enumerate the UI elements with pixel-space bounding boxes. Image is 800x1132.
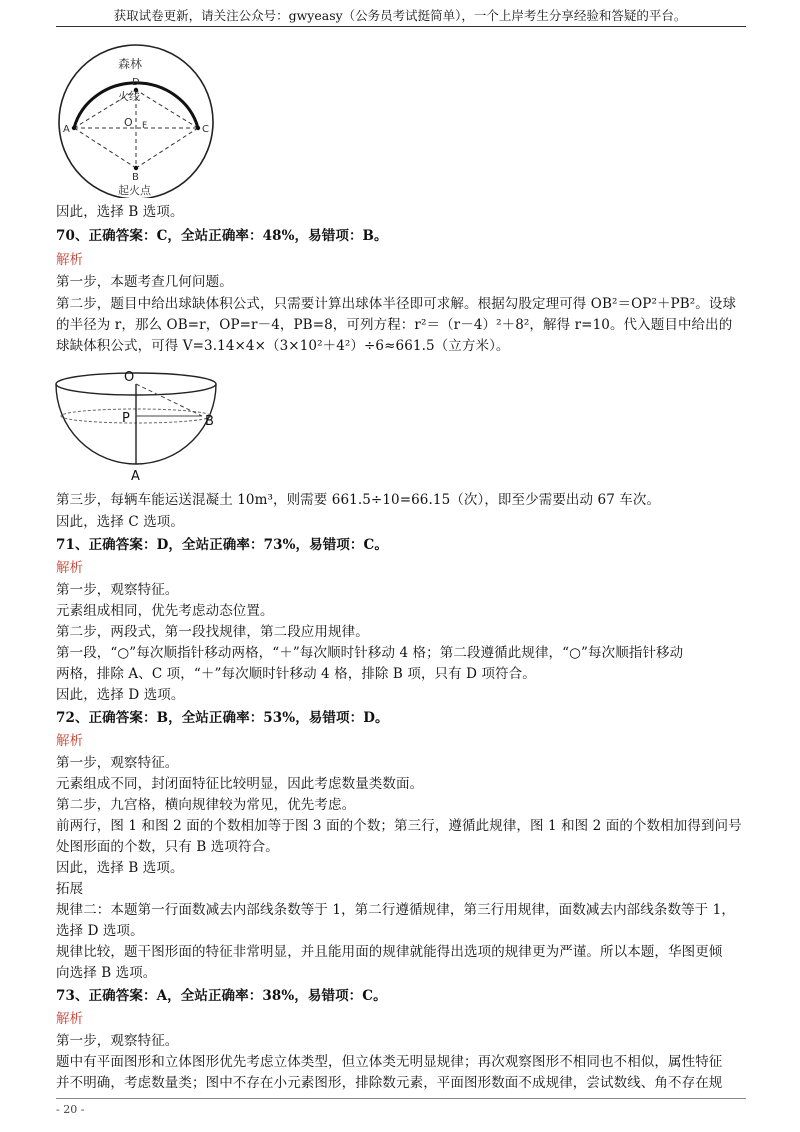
text-line: 向选择 B 选项。	[56, 965, 157, 981]
cap-point-a-label: A	[131, 469, 140, 482]
text-line: 第三步，每辆车能运送混凝土 10m³，则需要 661.5÷10=66.15（次），即至少需要出动 67 车次。	[56, 492, 661, 508]
text-line: 73、正确答案：A，全站正确率：38%，易错项：C。	[56, 988, 387, 1004]
text-line: 的半径为 r，那么 OB=r，OP=r－4，PB=8，可列方程：r²＝（r－4）²＋8²，解得 r=10。代入题目中给出的	[56, 317, 733, 333]
text-line: 因此，选择 C 选项。	[56, 514, 185, 530]
text-line: 元素组成相同，优先考虑动态位置。	[56, 603, 274, 619]
text-line: 第一步，观察特征。	[56, 755, 179, 771]
text-line: 第一步，本题考查几何问题。	[56, 274, 233, 290]
text-line: 选择 D 选项。	[56, 923, 144, 939]
text-line: 72、正确答案：B，全站正确率：53%，易错项：D。	[56, 710, 389, 726]
point-o-label: O	[124, 116, 133, 129]
text-line: 并不明确，考虑数量类；图中不存在小元素图形，排除数元素，平面图形数面不成规律，尝试数线、角不存在规	[56, 1075, 723, 1091]
fire-label: 火线	[118, 90, 140, 103]
text-line: 因此，选择 D 选项。	[56, 687, 185, 703]
text-line: 题中有平面图形和立体图形优先考虑立体类型，但立体类无明显规律；再次观察图形不相同也不相似，属性特征	[56, 1054, 723, 1070]
forest-label: 森林	[118, 57, 143, 71]
point-c-label: C	[202, 124, 209, 135]
point-d-label: D	[132, 77, 140, 88]
text-line: 第一步，观察特征。	[56, 1033, 179, 1049]
text-line: 因此，选择 B 选项。	[56, 860, 184, 876]
text-line: 70、正确答案：C，全站正确率：48%，易错项：B。	[56, 228, 388, 244]
text-line: 解析	[56, 733, 84, 749]
header-divider	[56, 26, 746, 27]
text-line: 元素组成不同，封闭面特征比较明显，因此考虑数量类数面。	[56, 776, 424, 792]
text-line: 规律二：本题第一行面数减去内部线条数等于 1，第二行遵循规律，第三行用规律，面数减去内部线条数等于 1，	[56, 902, 735, 918]
point-a-label: A	[63, 124, 70, 135]
text-line: 因此，选择 B 选项。	[56, 204, 184, 220]
text-line: 第二步，两段式，第一段找规律，第二段应用规律。	[56, 624, 369, 640]
cap-point-b-label: B	[205, 414, 214, 429]
footer-divider	[56, 1098, 746, 1099]
text-line: 规律比较，题干图形面的特征非常明显，并且能用面的规律就能得出选项的规律更为严谨。所以本题，华图更倾	[56, 944, 723, 960]
text-line: 球缺体积公式，可得 V=3.14×4×（3×10²＋4²）÷6≈661.5（立方米）。	[56, 338, 510, 354]
text-line: 两格，排除 A、C 项，“＋”每次顺时针移动 4 格，排除 B 项，只有 D 项符合。	[56, 666, 536, 682]
text-line: 前两行，图 1 和图 2 面的个数相加等于图 3 面的个数；第三行，遵循此规律，图 1 和图 2 面的个数相加得到问号	[56, 818, 742, 834]
text-line: 第一步，观察特征。	[56, 582, 179, 598]
text-line: 第二步，题目中给出球缺体积公式，只需要计算出球体半径即可求解。根据勾股定理可得 OB²＝OP²＋PB²。设球	[56, 296, 737, 312]
text-line: 解析	[56, 1011, 84, 1027]
spherical-cap-figure	[54, 364, 224, 482]
page-header: 获取试卷更新，请关注公众号：gwyeasy（公务员考试挺简单），一个上岸考生分享经验和答疑的平台。	[113, 8, 687, 23]
text-line: 解析	[56, 560, 84, 576]
text-line: 71、正确答案：D，全站正确率：73%，易错项：C。	[56, 537, 388, 553]
text-line: 第二步，九宫格，横向规律较为常见，优先考虑。	[56, 797, 356, 813]
origin-label: 起火点	[118, 184, 151, 197]
page-number: - 20 -	[56, 1103, 85, 1116]
fire-circle-figure	[58, 30, 218, 198]
text-line: 拓展	[56, 881, 84, 897]
text-line: 解析	[56, 252, 84, 268]
text-line: 处图形面的个数，只有 B 选项符合。	[56, 839, 279, 855]
point-b-label: B	[132, 172, 139, 183]
cap-point-p-label: P	[122, 411, 130, 426]
text-line: 第一段，“○”每次顺指针移动两格，“＋”每次顺时针移动 4 格；第二段遵循此规律，“○”每次顺指针移动	[56, 645, 684, 661]
cap-point-o-label: O	[124, 370, 135, 385]
point-f-label: F	[142, 121, 148, 131]
